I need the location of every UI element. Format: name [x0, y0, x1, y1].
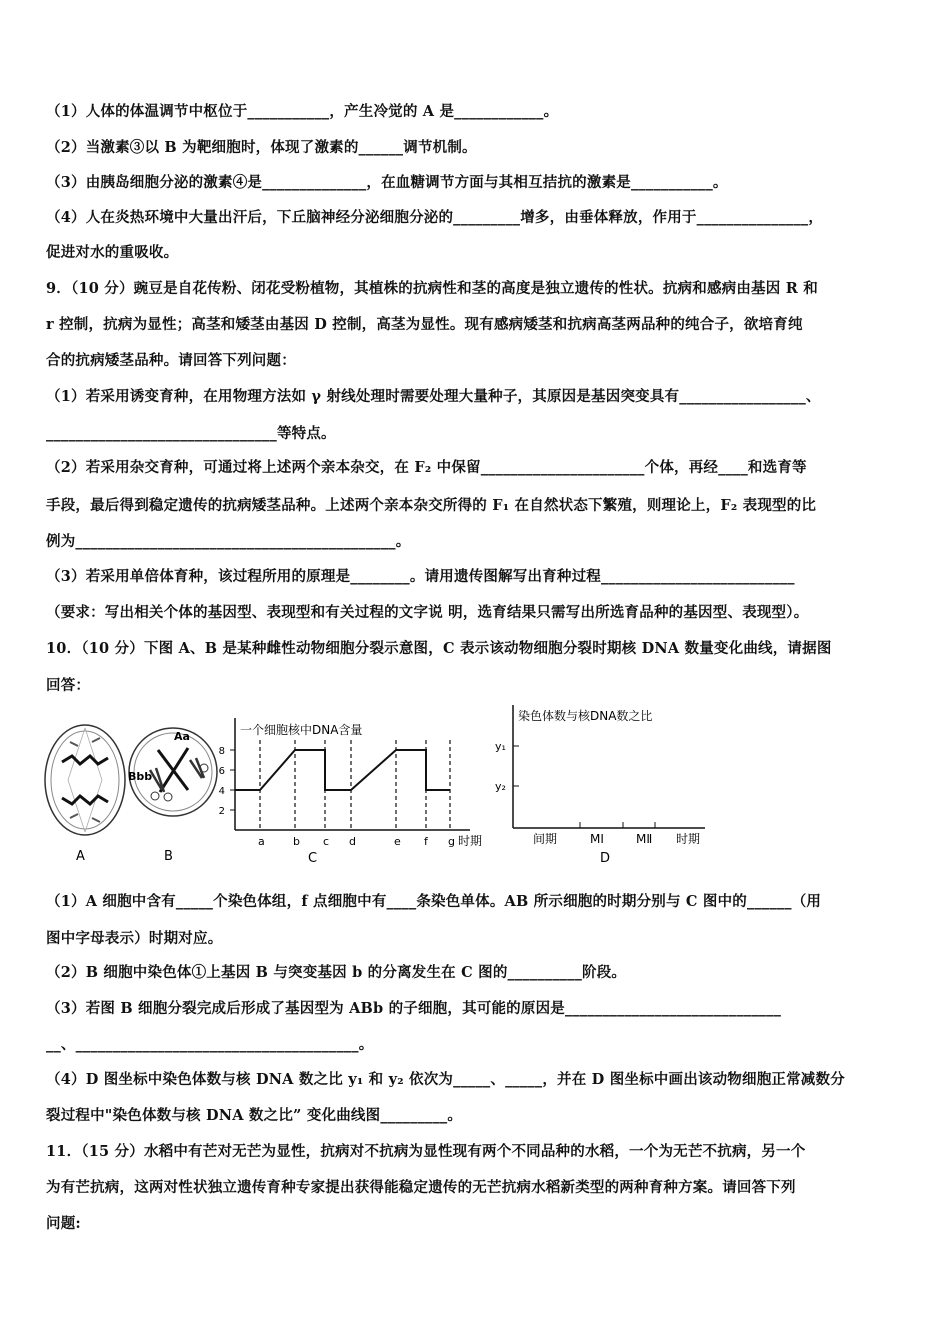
chart-c-series-line	[235, 750, 450, 790]
q8-4-cont: 促进对水的重吸收。	[46, 244, 179, 261]
q9-2: （2）若采用杂交育种，可通过将上述两个亲本杂交，在 F₂ 中保留______________________个体，再经____和选育等	[46, 459, 807, 476]
q9-stem-1: 9．（10 分）豌豆是自花传粉、闭花受粉植物，其植株的抗病性和茎的高度是独立遗传的性状。抗病和感病由基因 R 和	[46, 280, 818, 297]
chart-c-xlabel-e: e	[394, 835, 401, 848]
q10-1: （1）A 细胞中含有_____个染色体组，f 点细胞中有____条染色单体。AB 所示细胞的时期分别与 C 图中的______（用	[46, 893, 822, 910]
chart-c-ytick: 2	[218, 806, 225, 817]
q10-2: （2）B 细胞中染色体①上基因 B 与突变基因 b 的分离发生在 C 图的__________阶段。	[46, 964, 627, 981]
q10-stem-2: 回答：	[46, 677, 91, 694]
q9-3: （3）若采用单倍体育种，该过程所用的原理是________。请用遗传图解写出育种过程__________________________	[46, 568, 795, 585]
chart-c-xlabel-f: f	[424, 835, 428, 848]
chart-c-xlabel-a: a	[258, 835, 265, 848]
q10-4-cont: 裂过程中"染色体数与核 DNA 数之比” 变化曲线图_________。	[46, 1107, 463, 1124]
chart-c-ytick: 8	[218, 746, 225, 757]
q8-1: （1）人体的体温调节中枢位于___________，产生冷觉的 A 是____________。	[46, 103, 559, 120]
chart-d-x-end: 时期	[676, 832, 701, 846]
chart-c-plot	[230, 740, 450, 830]
q9-stem-2: r 控制，抗病为显性；高茎和矮茎由基因 D 控制，高茎为显性。现有感病矮茎和抗病高茎两品种的纯合子，欲培育纯	[46, 316, 803, 333]
chart-d-x-interphase: 间期	[533, 832, 558, 846]
q9-1: （1）若采用诱变育种，在用物理方法如 γ 射线处理时需要处理大量种子，其原因是基因突变具有_________________、	[46, 388, 821, 405]
q9-3-req: （要求：写出相关个体的基因型、表现型和有关过程的文字说 明，选育结果只需写出所选育品种的基因型、表现型）。	[46, 604, 809, 621]
label-a: A	[76, 849, 85, 864]
chart-c-ytick: 4	[218, 786, 225, 797]
q11-stem-1: 11．（15 分）水稻中有芒对无芒为显性，抗病对不抗病为显性现有两个不同品种的水稻，一个为无芒不抗病，另一个	[46, 1143, 806, 1160]
b-genes: Bbb	[128, 770, 153, 783]
label-c: C	[308, 851, 318, 866]
figure-svg	[40, 700, 720, 870]
q10-1-cont: 图中字母表示）时期对应。	[46, 930, 223, 947]
chart-d-title: 染色体数与核DNA数之比	[518, 709, 653, 723]
chart-c-xlabel-b: b	[293, 835, 300, 848]
q9-2-cont2: 例为___________________________________________。	[46, 533, 411, 550]
q9-1-cont: _______________________________等特点。	[46, 425, 336, 442]
q8-3: （3）由胰岛细胞分泌的激素④是______________，在血糖调节方面与其相互拮抗的激素是___________。	[46, 174, 728, 191]
chart-c-ytick: 6	[218, 766, 225, 777]
chart-c-xlabel-g: g	[448, 835, 455, 848]
label-d: D	[600, 851, 611, 866]
q10-4: （4）D 图坐标中染色体数与核 DNA 数之比 y₁ 和 y₂ 依次为_____、_____，并在 D 图坐标中画出该动物细胞正常减数分	[46, 1071, 845, 1088]
chart-c	[219, 718, 482, 848]
q11-stem-3: 问题:	[46, 1215, 81, 1232]
q10-stem-1: 10．（10 分）下图 A、B 是某种雌性动物细胞分裂示意图，C 表示该动物细胞分裂时期核 DNA 数量变化曲线，请据图	[46, 640, 832, 657]
q10-3-cont: __、______________________________________。	[46, 1036, 374, 1053]
chart-c-xend: 时期	[458, 834, 483, 848]
q8-4: （4）人在炎热环境中大量出汗后，下丘脑神经分泌细胞分泌的_________增多，由垂体释放，作用于_______________，	[46, 209, 824, 226]
b-genes-top: Aa	[174, 730, 190, 743]
chart-d-x-m2: MⅡ	[636, 832, 653, 846]
chart-d-x-m1: MⅠ	[590, 832, 604, 846]
q9-stem-3: 合的抗病矮茎品种。请回答下列问题：	[46, 352, 296, 369]
figure-area	[40, 700, 720, 870]
label-b: B	[164, 849, 173, 864]
q10-3: （3）若图 B 细胞分裂完成后形成了基因型为 ABb 的子细胞，其可能的原因是_____________________________	[46, 1000, 782, 1017]
q11-stem-2: 为有芒抗病，这两对性状独立遗传育种专家提出获得能稳定遗传的无芒抗病水稻新类型的两种育种方案。请回答下列	[46, 1179, 796, 1196]
chart-c-title: 一个细胞核中DNA含量	[240, 723, 363, 737]
q9-2-cont: 手段，最后得到稳定遗传的抗病矮茎品种。上述两个亲本杂交所得的 F₁ 在自然状态下繁殖，则理论上，F₂ 表现型的比	[46, 497, 817, 514]
chart-c-xlabel-c: c	[323, 835, 330, 848]
chart-d-y1: y₁	[495, 740, 506, 753]
chart-d-y2: y₂	[495, 780, 506, 793]
cell-a	[45, 725, 125, 835]
chart-d	[495, 705, 705, 846]
chart-c-xlabel-d: d	[349, 835, 356, 848]
q8-2: （2）当激素③以 B 为靶细胞时，体现了激素的______调节机制。	[46, 139, 477, 156]
